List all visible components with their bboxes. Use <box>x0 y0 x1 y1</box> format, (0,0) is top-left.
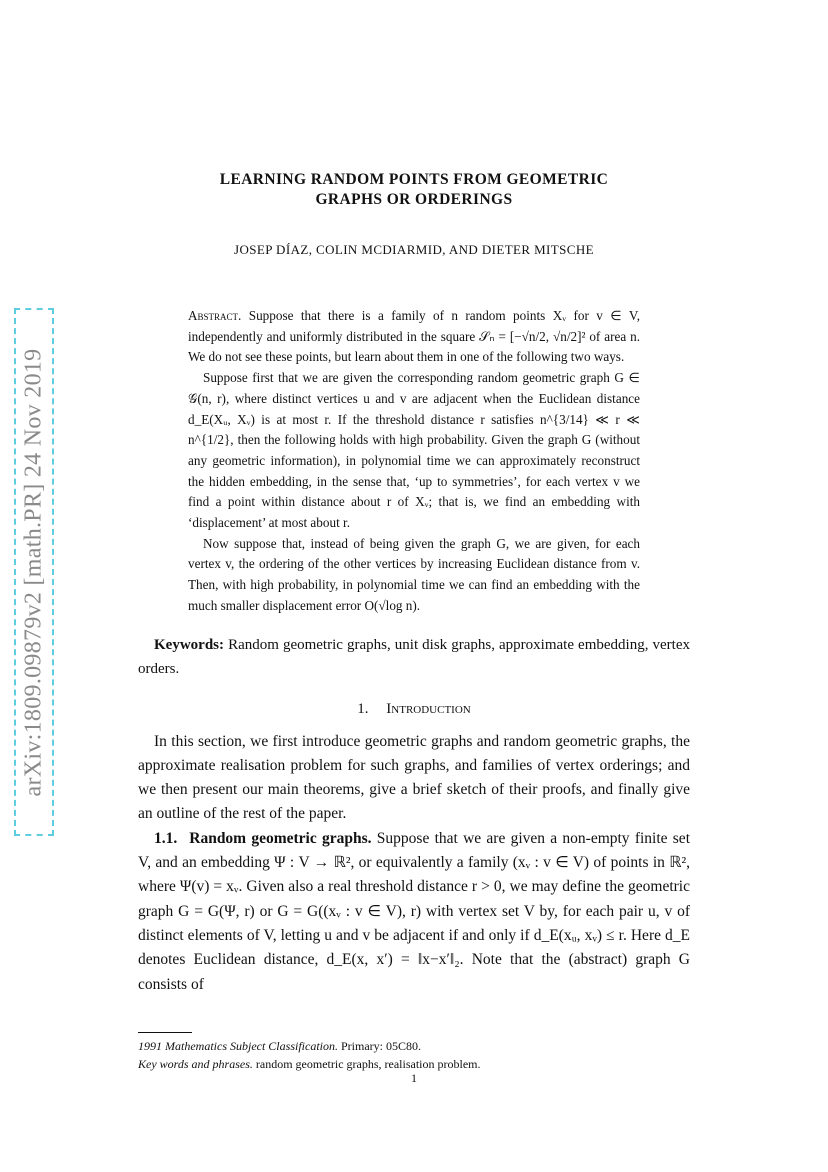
abstract-paragraph-2: Suppose first that we are given the corresponding random geometric graph G ∈ 𝒢(n, r), where distinct vertices u and v are adjacent when the Euclidean distance d_E(Xᵤ, Xᵥ) is at most r. If the threshold distance r satisfies n^{3/14} ≪ r ≪ n^{1/2}, then the following holds with high probability. Given the graph G (without any geometric information), in polynomial time we can approximately reconstruct the hidden embedding, in the sense that, ‘up to symmetries’, for each vertex v we find a point within distance about r of Xᵥ; that is, we find an embedding with ‘displacement’ at most about r. <box>188 370 640 531</box>
footnote-msc <box>138 1037 690 1055</box>
page-content <box>138 170 690 997</box>
footnote-keywords-value: random geometric graphs, realisation problem. <box>255 1057 481 1071</box>
footnote-msc-value: Primary: 05C80. <box>340 1039 421 1053</box>
arxiv-identifier: arXiv:1809.09879v2 [math.PR] 24 Nov 2019 <box>20 348 47 796</box>
keywords-label: Keywords: <box>154 636 224 653</box>
subsection-text: Suppose that we are given a non-empty finite set V, and an embedding Ψ : V → ℝ², or equivalently a family (xᵥ : v ∈ V) of points in ℝ², where Ψ(v) = xᵥ. Given also a real threshold distance r > 0, we may define the geometric graph G = G(Ψ, r) or G = G((xᵥ : v ∈ V), r) with vertex set V by, for each pair u, v of distinct elements of V, letting u and v be adjacent if and only if d_E(xᵤ, xᵥ) ≤ r. Here d_E denotes Euclidean distance, d_E(x, x′) = ‖x−x′‖₂. Note that the (abstract) graph G consists of <box>138 829 690 993</box>
subsection-number: 1.1. <box>154 829 178 847</box>
abstract-paragraph-1 <box>188 306 640 368</box>
title-line-2: GRAPHS OR ORDERINGS <box>315 191 513 208</box>
page-number: 1 <box>411 1071 417 1085</box>
abstract-paragraph-3: Now suppose that, instead of being given the graph G, we are given, for each vertex v, the ordering of the other vertices by increasing Euclidean distance from v. Then, with high probability, in polynomial time we can find an embedding with the much smaller displacement error O(√log n). <box>188 535 640 613</box>
footnotes <box>138 1032 690 1073</box>
abstract-label: Abstract. <box>188 308 242 323</box>
keywords <box>138 633 690 681</box>
authors: JOSEP DÍAZ, COLIN MCDIARMID, AND DIETER MITSCHE <box>234 242 594 257</box>
footnote-keywords-label: Key words and phrases. <box>138 1057 253 1071</box>
section-number: 1. <box>357 700 369 717</box>
subsection-paragraph <box>138 827 690 997</box>
abstract-text-1: Suppose that there is a family of n random points Xᵥ for v ∈ V, independently and uniformly distributed in the square 𝒮ₙ = [−√n/2, √n/2]² of area n. We do not see these points, but learn about them in one of the following two ways. <box>188 308 641 365</box>
subsection-title: Random geometric graphs. <box>189 829 372 847</box>
section-heading <box>138 701 690 718</box>
section-title: Introduction <box>386 700 471 717</box>
body-text <box>138 730 690 997</box>
arxiv-stamp <box>14 308 54 836</box>
title-line-1: LEARNING RANDOM POINTS FROM GEOMETRIC <box>219 171 609 188</box>
intro-paragraph: In this section, we first introduce geometric graphs and random geometric graphs, the approximate realisation problem for such graphs, and families of vertex orderings; and we then present our main theorems, give a brief sketch of their proofs, and finally give an outline of the rest of the paper. <box>138 732 690 823</box>
keywords-text: Random geometric graphs, unit disk graphs, approximate embedding, vertex orders. <box>138 636 690 677</box>
paper-title <box>138 170 690 210</box>
footnote-rule <box>138 1032 192 1033</box>
abstract <box>188 306 640 617</box>
footnote-msc-label: 1991 Mathematics Subject Classification. <box>138 1039 338 1053</box>
